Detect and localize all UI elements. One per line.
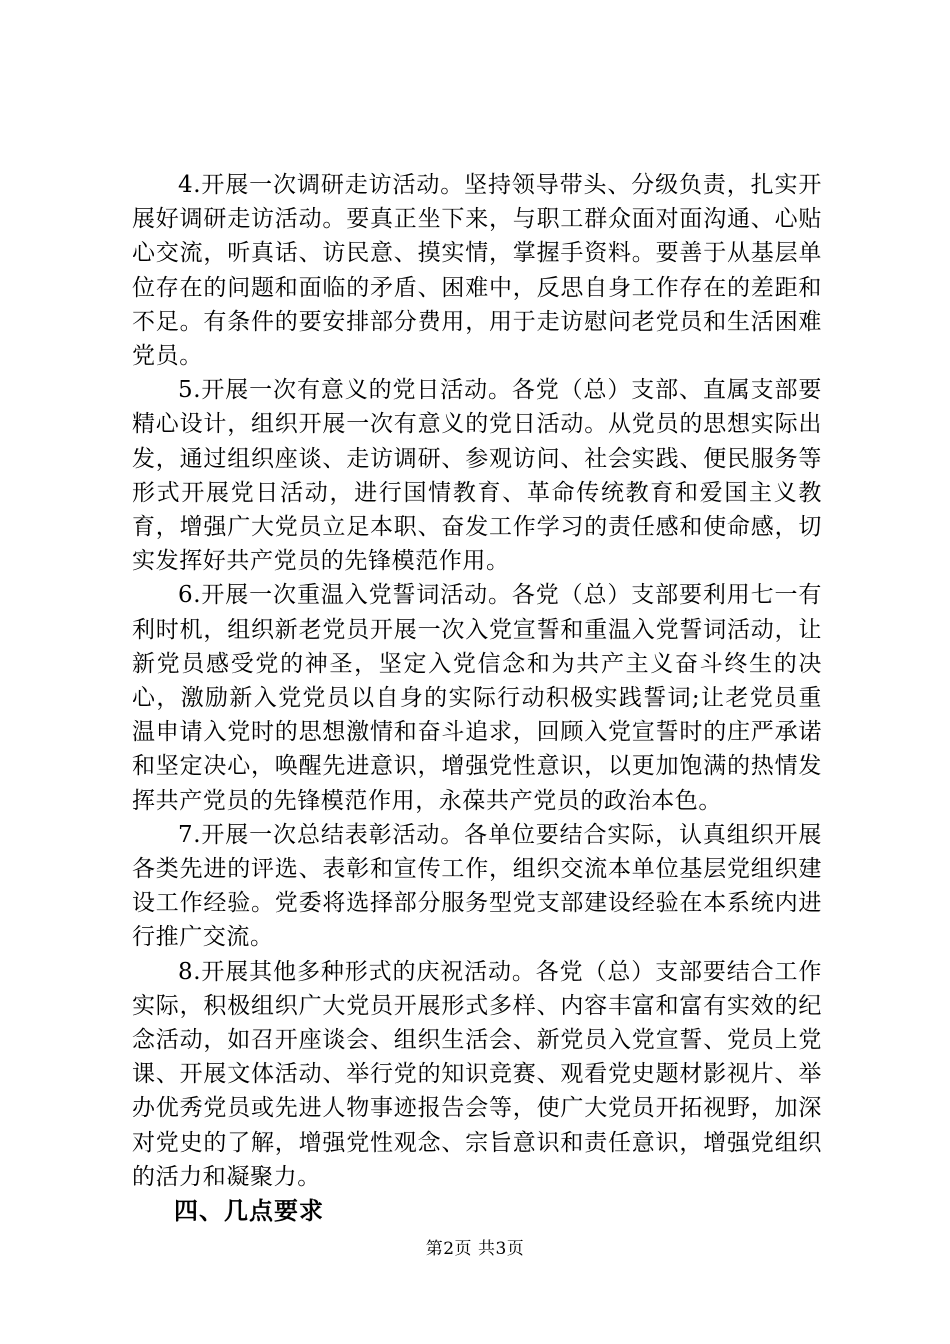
paragraph-item-4: 4.开展一次调研走访活动。坚持领导带头、分级负责，扎实开展好调研走访活动。要真正坐下来，与职工群众面对面沟通、心贴心交流，听真话、访民意、摸实情，掌握手资料。要善于从基层单位存在的问题和面临的矛盾、困难中，反思自身工作存在的差距和不足。有条件的要安排部分费用，用于走访慰问老党员和生活困难党员。	[132, 172, 822, 370]
page-number-footer: 第2页 共3页	[425, 1239, 525, 1259]
document-body	[132, 168, 822, 1228]
paragraph-item-5: 5.开展一次有意义的党日活动。各党（总）支部、直属支部要精心设计，组织开展一次有意义的党日活动。从党员的思想实际出发，通过组织座谈、走访调研、参观访问、社会实践、便民服务等形式开展党日活动，进行国情教育、革命传统教育和爱国主义教育，增强广大党员立足本职、奋发工作学习的责任感和使命感，切实发挥好共产党员的先锋模范作用。	[132, 377, 822, 575]
section-heading: 四、几点要求	[174, 1196, 324, 1226]
paragraph-item-8: 8.开展其他多种形式的庆祝活动。各党（总）支部要结合工作实际，积极组织广大党员开展形式多样、内容丰富和富有实效的纪念活动，如召开座谈会、组织生活会、新党员入党宣誓、党员上党课、开展文体活动、举行党的知识竞赛、观看党史题材影视片、举办优秀党员或先进人物事迹报告会等，使广大党员开拓视野，加深对党史的了解，增强党性观念、宗旨意识和责任意识，增强党组织的活力和凝聚力。	[132, 958, 822, 1190]
paragraph-item-6: 6.开展一次重温入党誓词活动。各党（总）支部要利用七一有利时机，组织新老党员开展一次入党宣誓和重温入党誓词活动，让新党员感受党的神圣，坚定入党信念和为共产主义奋斗终生的决心，激励新入党党员以自身的实际行动积极实践誓词;让老党员重温申请入党时的思想激情和奋斗追求，回顾入党宣誓时的庄严承诺和坚定决心，唤醒先进意识，增强党性意识，以更加饱满的热情发挥共产党员的先锋模范作用，永葆共产党员的政治本色。	[132, 582, 822, 814]
paragraph-item-7: 7.开展一次总结表彰活动。各单位要结合实际，认真组织开展各类先进的评选、表彰和宣传工作，组织交流本单位基层党组织建设工作经验。党委将选择部分服务型党支部建设经验在本系统内进行推广交流。	[132, 821, 822, 951]
